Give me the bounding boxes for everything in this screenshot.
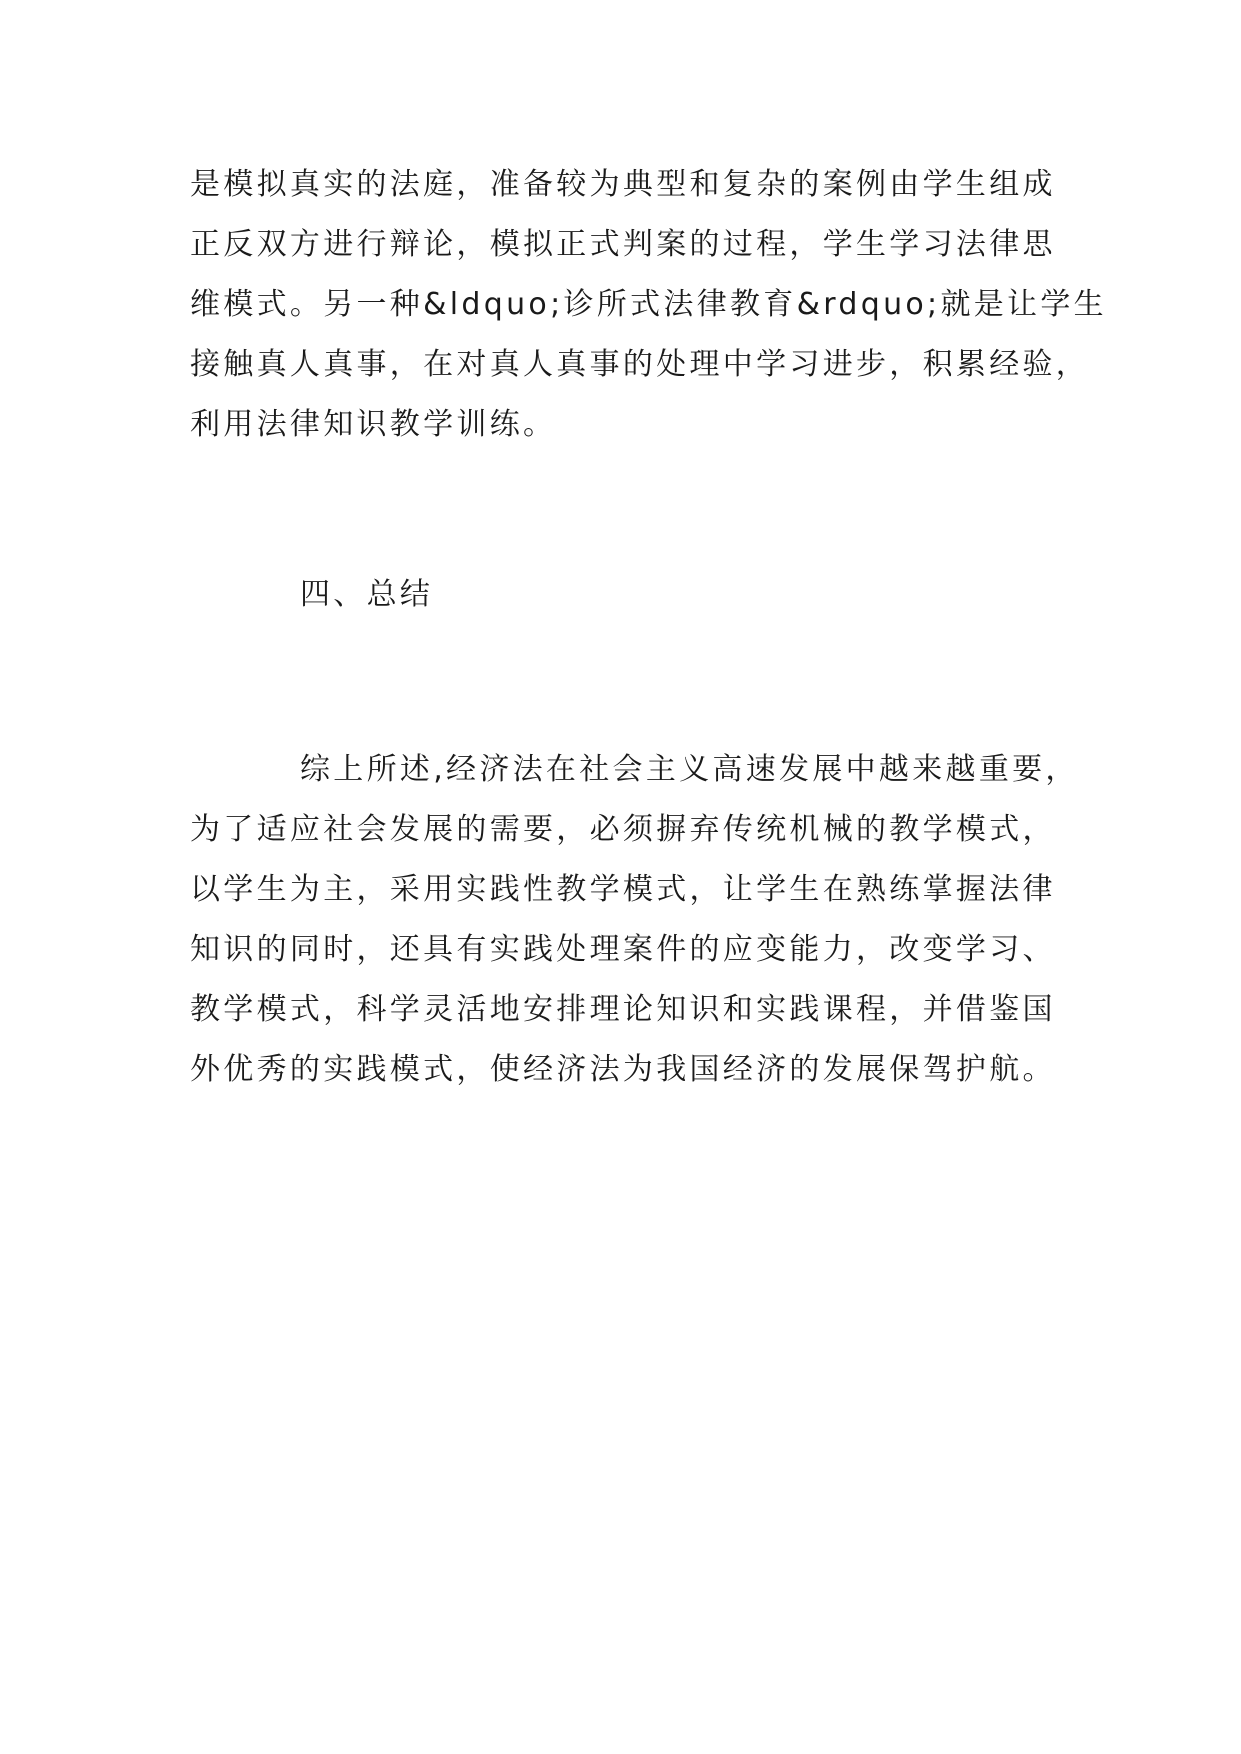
paragraph-line: 外优秀的实践模式，使经济法为我国经济的发展保驾护航。 (190, 1052, 1056, 1087)
section-heading: 四、总结 (300, 577, 434, 612)
paragraph-line: 正反双方进行辩论，模拟正式判案的过程，学生学习法律思 (190, 227, 1056, 262)
paragraph-line: 知识的同时，还具有实践处理案件的应变能力，改变学习、 (190, 932, 1056, 967)
paragraph-line: 利用法律知识教学训练。 (190, 407, 557, 442)
paragraph-line: 教学模式，科学灵活地安排理论知识和实践课程，并借鉴国 (190, 992, 1056, 1027)
paragraph-line: 接触真人真事，在对真人真事的处理中学习进步，积累经验， (190, 347, 1090, 382)
paragraph-line: 以学生为主，采用实践性教学模式，让学生在熟练掌握法律 (190, 872, 1056, 907)
paragraph-line: 是模拟真实的法庭，准备较为典型和复杂的案例由学生组成 (190, 167, 1056, 202)
paragraph-line: 维模式。另一种&ldquo;诊所式法律教育&rdquo;就是让学生 (190, 287, 1107, 322)
paragraph-line: 综上所述,经济法在社会主义高速发展中越来越重要， (300, 752, 1079, 787)
paragraph-line: 为了适应社会发展的需要，必须摒弃传统机械的教学模式， (190, 812, 1056, 847)
